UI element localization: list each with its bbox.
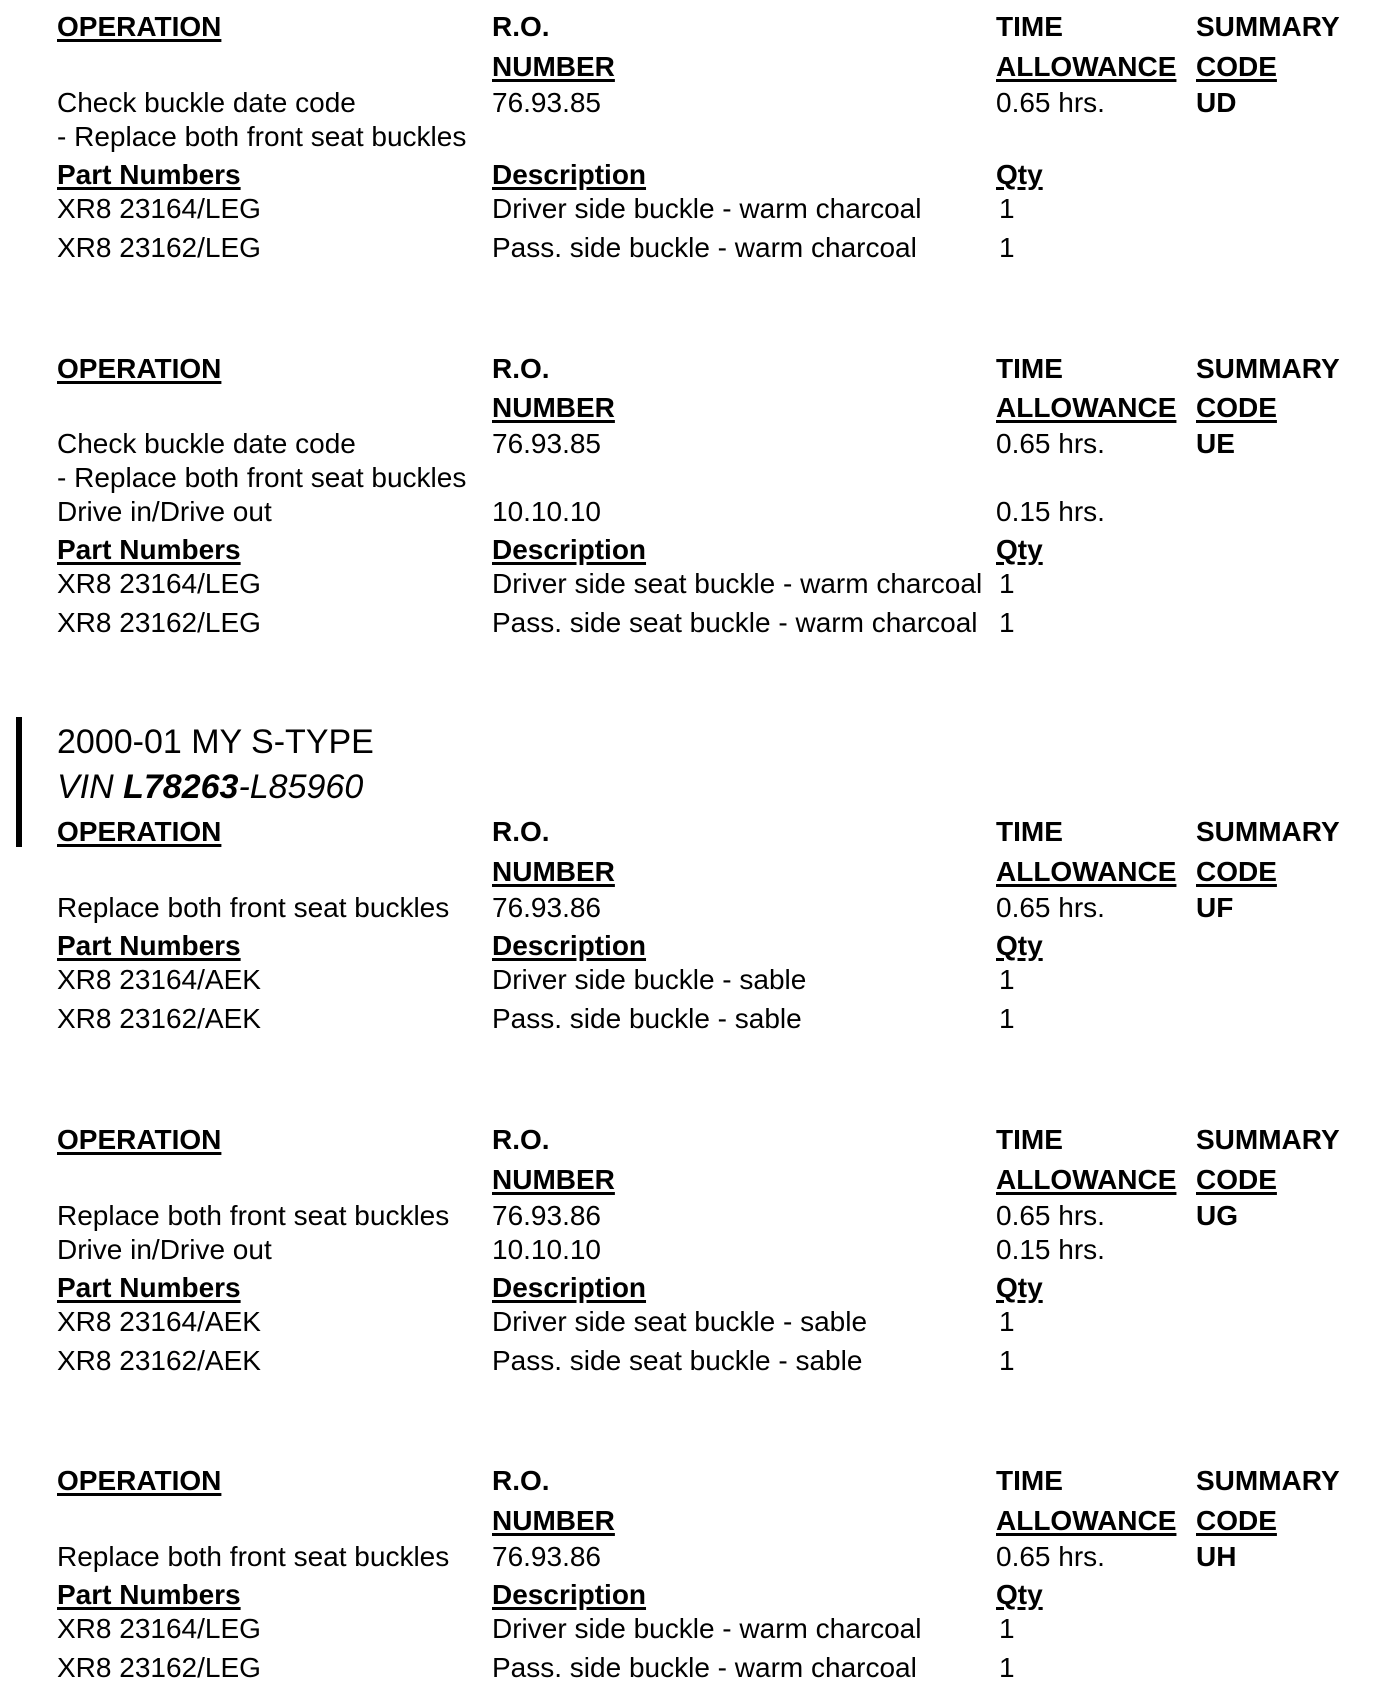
model-title: 2000-01 MY S-TYPE <box>57 723 374 761</box>
ro-number: 76.93.85 <box>492 428 601 459</box>
part-qty: 1 <box>999 232 1015 263</box>
qty-header: Qty <box>996 930 1043 961</box>
ro-header-line1: R.O. <box>492 1124 550 1155</box>
part-qty: 1 <box>999 1652 1015 1683</box>
qty-header: Qty <box>996 534 1043 565</box>
time-header-line2: ALLOWANCE <box>996 1164 1177 1195</box>
operation-text: Replace both front seat buckles <box>57 1200 450 1231</box>
time-allowance: 0.65 hrs. <box>996 1541 1105 1572</box>
part-qty: 1 <box>999 1003 1015 1034</box>
ro-number: 76.93.86 <box>492 1541 601 1572</box>
time-header-line1: TIME <box>996 11 1063 42</box>
summary-header-line2: CODE <box>1196 1505 1277 1536</box>
summary-code: UH <box>1196 1541 1237 1572</box>
ro-header-line1: R.O. <box>492 11 550 42</box>
part-description: Driver side seat buckle - sable <box>492 1306 868 1337</box>
operation-header: OPERATION <box>57 353 222 384</box>
summary-header-line1: SUMMARY <box>1196 11 1340 42</box>
ro-header-line2: NUMBER <box>492 51 615 82</box>
time-allowance: 0.15 hrs. <box>996 1234 1105 1265</box>
qty-header: Qty <box>996 1579 1043 1610</box>
summary-code: UF <box>1196 892 1234 923</box>
summary-header-line2: CODE <box>1196 51 1277 82</box>
summary-code: UD <box>1196 87 1237 118</box>
time-allowance: 0.65 hrs. <box>996 87 1105 118</box>
part-number: XR8 23162/AEK <box>57 1003 261 1034</box>
part-numbers-header: Part Numbers <box>57 159 241 190</box>
time-header-line2: ALLOWANCE <box>996 856 1177 887</box>
operation-text: Drive in/Drive out <box>57 1234 272 1265</box>
part-number: XR8 23164/LEG <box>57 568 261 599</box>
time-allowance: 0.65 hrs. <box>996 1200 1105 1231</box>
description-header: Description <box>492 1579 647 1610</box>
ro-header-line1: R.O. <box>492 816 550 847</box>
time-header-line1: TIME <box>996 353 1063 384</box>
ro-header-line2: NUMBER <box>492 1505 615 1536</box>
part-qty: 1 <box>999 1613 1015 1644</box>
summary-header-line1: SUMMARY <box>1196 353 1340 384</box>
part-description: Driver side buckle - warm charcoal <box>492 1613 922 1644</box>
time-allowance: 0.65 hrs. <box>996 892 1105 923</box>
ro-number: 76.93.86 <box>492 892 601 923</box>
operation-text: - Replace both front seat buckles <box>57 121 467 152</box>
vin-prefix: VIN <box>57 768 124 806</box>
ro-number: 76.93.86 <box>492 1200 601 1231</box>
part-description: Driver side buckle - sable <box>492 964 807 995</box>
part-description: Driver side seat buckle - warm charcoal <box>492 568 983 599</box>
part-description: Pass. side buckle - sable <box>492 1003 802 1034</box>
part-number: XR8 23162/LEG <box>57 1652 261 1683</box>
part-numbers-header: Part Numbers <box>57 930 241 961</box>
ro-header-line2: NUMBER <box>492 392 615 423</box>
part-number: XR8 23162/LEG <box>57 232 261 263</box>
part-qty: 1 <box>999 607 1015 638</box>
time-header-line2: ALLOWANCE <box>996 1505 1177 1536</box>
part-description: Pass. side buckle - warm charcoal <box>492 1652 917 1683</box>
time-header-line1: TIME <box>996 1465 1063 1496</box>
summary-header-line1: SUMMARY <box>1196 1124 1340 1155</box>
time-allowance: 0.15 hrs. <box>996 496 1105 527</box>
vin-range <box>57 770 363 804</box>
part-qty: 1 <box>999 964 1015 995</box>
part-qty: 1 <box>999 568 1015 599</box>
part-qty: 1 <box>999 193 1015 224</box>
part-number: XR8 23162/LEG <box>57 607 261 638</box>
operation-header: OPERATION <box>57 1465 222 1496</box>
ro-number: 10.10.10 <box>492 496 601 527</box>
ro-number: 10.10.10 <box>492 1234 601 1265</box>
part-number: XR8 23162/AEK <box>57 1345 261 1376</box>
ro-header-line1: R.O. <box>492 353 550 384</box>
time-header-line1: TIME <box>996 1124 1063 1155</box>
time-header-line2: ALLOWANCE <box>996 51 1177 82</box>
summary-code: UE <box>1196 428 1235 459</box>
operation-text: Replace both front seat buckles <box>57 1541 450 1572</box>
description-header: Description <box>492 534 647 565</box>
description-header: Description <box>492 930 647 961</box>
operation-header: OPERATION <box>57 816 222 847</box>
part-description: Pass. side seat buckle - warm charcoal <box>492 607 978 638</box>
revision-change-bar <box>16 717 22 847</box>
part-number: XR8 23164/LEG <box>57 193 261 224</box>
ro-header-line2: NUMBER <box>492 856 615 887</box>
part-number: XR8 23164/LEG <box>57 1613 261 1644</box>
vin-start: L78263 <box>123 768 239 806</box>
summary-code: UG <box>1196 1200 1238 1231</box>
vin-end: -L85960 <box>238 768 364 806</box>
part-qty: 1 <box>999 1345 1015 1376</box>
ro-header-line1: R.O. <box>492 1465 550 1496</box>
time-allowance: 0.65 hrs. <box>996 428 1105 459</box>
description-header: Description <box>492 1272 647 1303</box>
description-header: Description <box>492 159 647 190</box>
ro-number: 76.93.85 <box>492 87 601 118</box>
part-number: XR8 23164/AEK <box>57 1306 261 1337</box>
part-number: XR8 23164/AEK <box>57 964 261 995</box>
part-description: Pass. side buckle - warm charcoal <box>492 232 917 263</box>
qty-header: Qty <box>996 1272 1043 1303</box>
operation-text: - Replace both front seat buckles <box>57 462 467 493</box>
summary-header-line1: SUMMARY <box>1196 816 1340 847</box>
operation-text: Check buckle date code <box>57 428 356 459</box>
summary-header-line2: CODE <box>1196 392 1277 423</box>
part-numbers-header: Part Numbers <box>57 1579 241 1610</box>
time-header-line1: TIME <box>996 816 1063 847</box>
part-numbers-header: Part Numbers <box>57 534 241 565</box>
operation-text: Drive in/Drive out <box>57 496 272 527</box>
operation-header: OPERATION <box>57 11 222 42</box>
time-header-line2: ALLOWANCE <box>996 392 1177 423</box>
ro-header-line2: NUMBER <box>492 1164 615 1195</box>
summary-header-line2: CODE <box>1196 856 1277 887</box>
part-numbers-header: Part Numbers <box>57 1272 241 1303</box>
operation-header: OPERATION <box>57 1124 222 1155</box>
part-qty: 1 <box>999 1306 1015 1337</box>
qty-header: Qty <box>996 159 1043 190</box>
part-description: Driver side buckle - warm charcoal <box>492 193 922 224</box>
operation-text: Check buckle date code <box>57 87 356 118</box>
part-description: Pass. side seat buckle - sable <box>492 1345 863 1376</box>
summary-header-line2: CODE <box>1196 1164 1277 1195</box>
summary-header-line1: SUMMARY <box>1196 1465 1340 1496</box>
operation-text: Replace both front seat buckles <box>57 892 450 923</box>
